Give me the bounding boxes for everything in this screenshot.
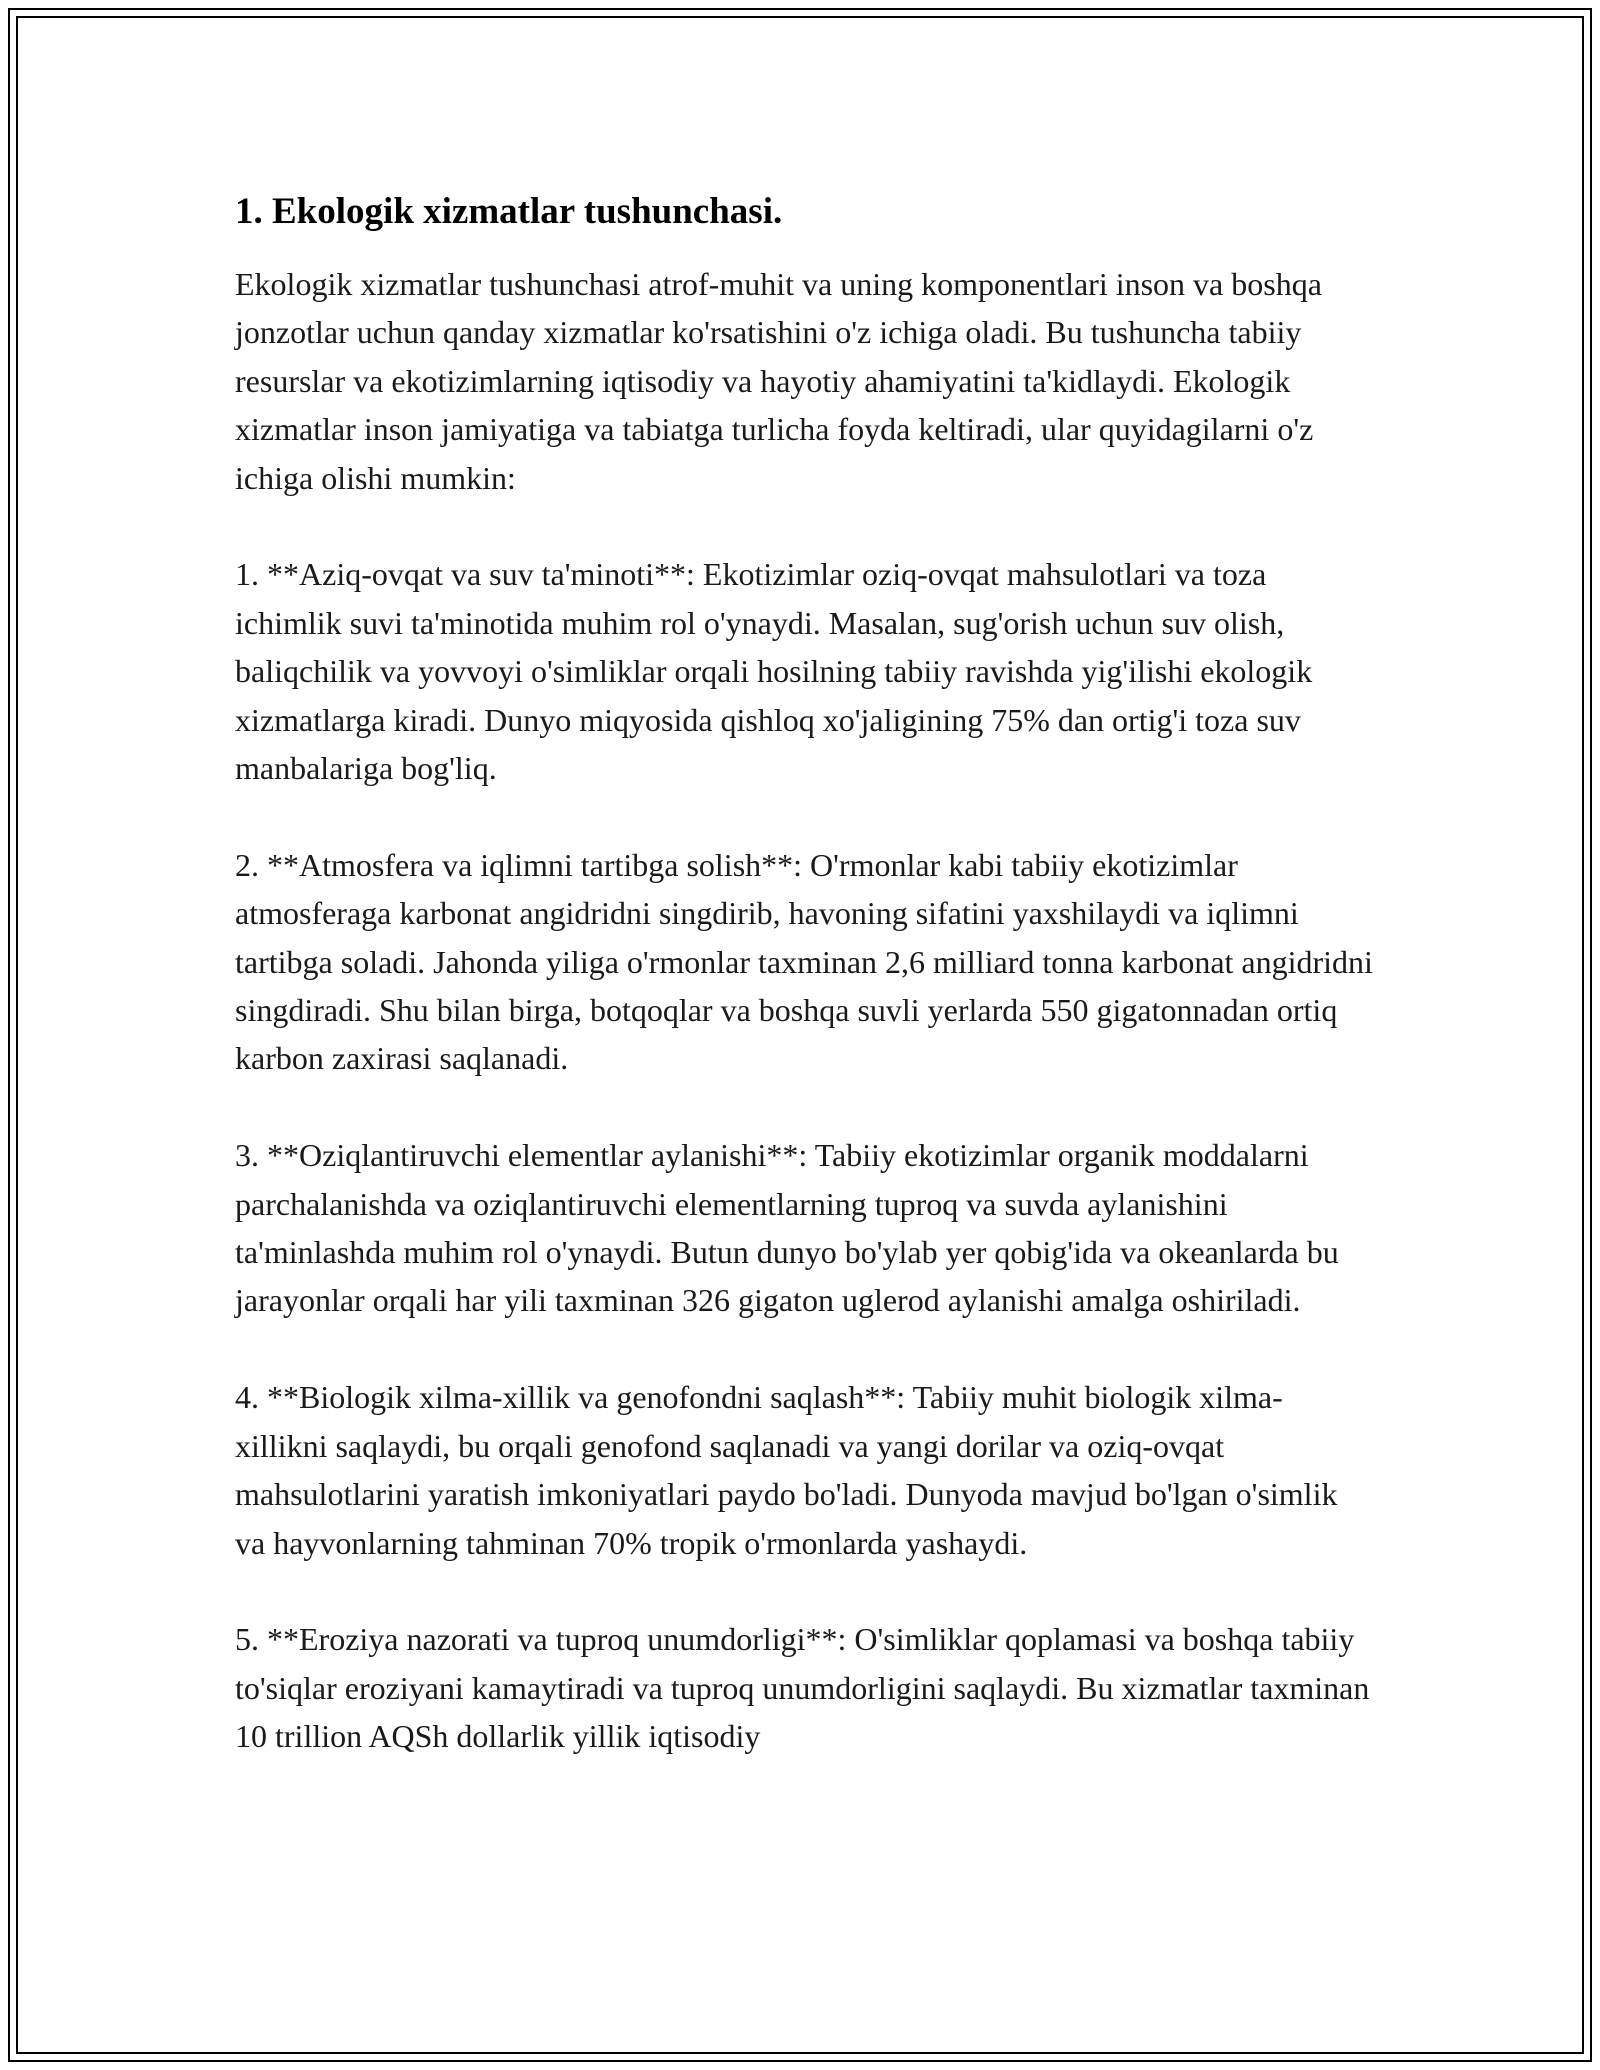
list-item-climate-regulation: 2. **Atmosfera va iqlimni tartibga solish**: O'rmonlar kabi tabiiy ekotizimlar atmosferaga karbonat angidridni singdirib, havoning sifatini yaxshilaydi va iqlimni tartibga soladi. Jahonda yiliga o'rmonlar taxminan 2,6 milliard tonna karbonat angidridni singdiradi. Shu bilan birga, botqoqlar va boshqa suvli yerlarda 550 gigatonnadan ortiq karbon zaxirasi saqlanadi. — [235, 846, 1373, 1077]
list-item-biodiversity: 4. **Biologik xilma-xillik va genofondni saqlash**: Tabiiy muhit biologik xilma-xillikni saqlaydi, bu orqali genofond saqlanadi va yangi dorilar va oziq-ovqat mahsulotlarini yaratish imkoniyatlari paydo bo'ladi. Dunyoda mavjud bo'lgan o'simlik va hayvonlarning tahminan 70% tropik o'rmonlarda yashaydi. — [235, 1379, 1338, 1561]
list-item-food-water: 1. **Aziq-ovqat va suv ta'minoti**: Ekotizimlar oziq-ovqat mahsulotlari va toza ichimlik suvi ta'minotida muhim rol o'ynaydi. Masalan, sug'orish uchun suv olish, baliqchilik va yovvoyi o'simliklar orqali hosilning tabiiy ravishda yig'ilishi ekologik xizmatlarga kiradi. Dunyo miqyosida qishloq xo'jaligining 75% dan ortig'i toza suv manbalariga bog'liq. — [235, 556, 1313, 787]
list-item-erosion-control: 5. **Eroziya nazorati va tuproq unumdorligi**: O'simliklar qoplamasi va boshqa tabiiy to'siqlar eroziyani kamaytiradi va tuproq unumdorligini saqlaydi. Bu xizmatlar taxminan 10 trillion AQSh dollarlik yillik iqtisodiy — [235, 1621, 1370, 1755]
document-body — [235, 188, 1375, 1809]
section-heading: 1. Ekologik xizmatlar tushunchasi. — [235, 191, 783, 232]
list-item-nutrient-cycling: 3. **Oziqlantiruvchi elementlar aylanishi**: Tabiiy ekotizimlar organik moddalarni parchalanishda va oziqlantiruvchi elementlarning tuproq va suvda aylanishini ta'minlashda muhim rol o'ynaydi. Butun dunyo bo'ylab yer qobig'ida va okeanlarda bu jarayonlar orqali har yili taxminan 326 gigaton uglerod aylanishi amalga oshiriladi. — [235, 1137, 1339, 1319]
intro-paragraph: Ekologik xizmatlar tushunchasi atrof-muhit va uning komponentlari inson va boshqa jonzotlar uchun qanday xizmatlar ko'rsatishini o'z ichiga oladi. Bu tushuncha tabiiy resurslar va ekotizimlarning iqtisodiy va hayotiy ahamiyatini ta'kidlaydi. Ekologik xizmatlar inson jamiyatiga va tabiatga turlicha foyda keltiradi, ular quyidagilarni o'z ichiga olishi mumkin: — [235, 266, 1322, 496]
